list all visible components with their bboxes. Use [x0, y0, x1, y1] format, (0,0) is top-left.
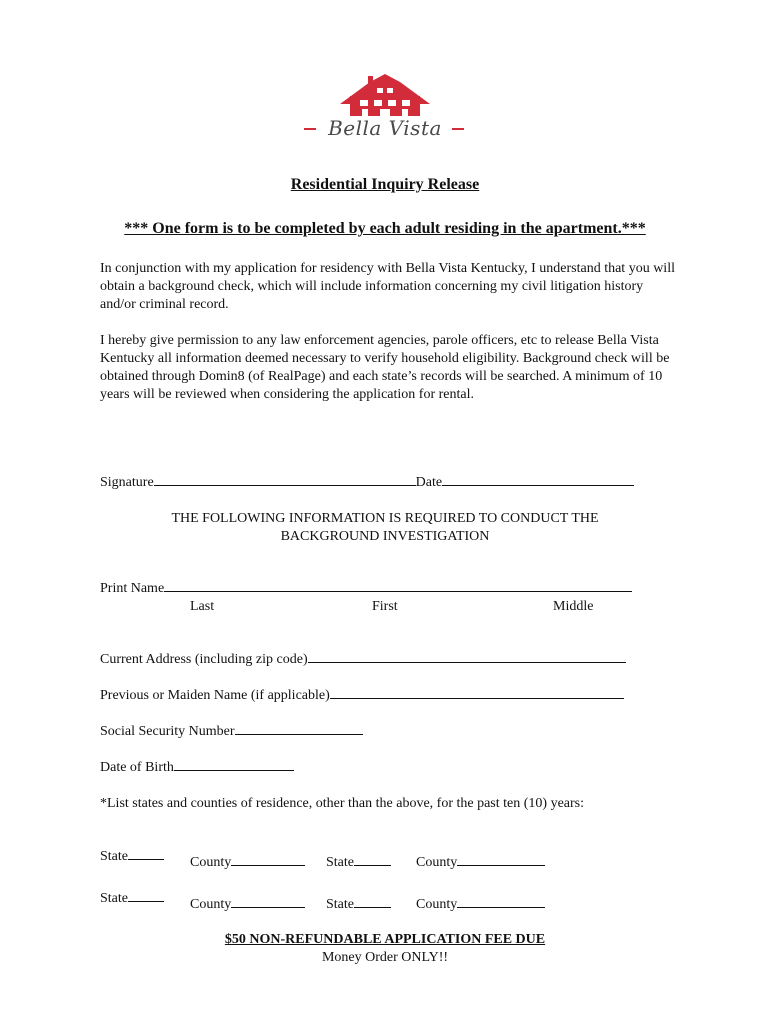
county-field[interactable]: [231, 864, 305, 866]
page-title: Residential Inquiry Release: [290, 176, 480, 193]
notice-heading: *** One form is to be completed by each adult residing in the apartment.***: [124, 220, 646, 237]
current-address-label: Current Address (including zip code): [100, 652, 308, 667]
county-field[interactable]: [457, 906, 545, 908]
logo-dash-right: [452, 128, 464, 130]
print-name-row: [100, 580, 632, 598]
logo-text: Bella Vista: [328, 116, 442, 140]
payment-note: Money Order ONLY!!: [321, 950, 449, 965]
required-heading-line-2: BACKGROUND INVESTIGATION: [280, 529, 490, 544]
name-part-middle: Middle: [553, 599, 594, 614]
residence-row-1-county-2: [416, 854, 545, 872]
name-part-last: Last: [190, 599, 215, 614]
ssn-field[interactable]: [235, 733, 363, 735]
date-field[interactable]: [442, 484, 634, 486]
date-label: Date: [415, 475, 443, 490]
signature-label: Signature: [100, 475, 154, 490]
residence-row-1-state-1: [100, 848, 164, 866]
county-label: County: [190, 855, 232, 870]
residence-row-2-state-1: [100, 890, 164, 908]
previous-name-label: Previous or Maiden Name (if applicable): [100, 688, 330, 703]
state-label: State: [326, 855, 354, 870]
required-heading-line-1: THE FOLLOWING INFORMATION IS REQUIRED TO CONDUCT THE: [171, 511, 599, 526]
dob-label: Date of Birth: [100, 760, 174, 775]
county-label: County: [190, 897, 232, 912]
name-part-first: First: [372, 599, 398, 614]
state-field[interactable]: [128, 858, 164, 860]
residence-row-2-county-2: [416, 896, 545, 914]
state-label: State: [100, 891, 128, 906]
signature-row: [100, 474, 634, 492]
dob-row: [100, 759, 294, 777]
county-field[interactable]: [231, 906, 305, 908]
residence-row-2-state-2: [326, 896, 391, 914]
previous-name-field[interactable]: [330, 697, 624, 699]
county-label: County: [416, 855, 458, 870]
state-field[interactable]: [354, 906, 391, 908]
state-label: State: [100, 849, 128, 864]
residence-instruction: *List states and counties of residence, other than the above, for the past ten (10) years:: [100, 796, 585, 811]
current-address-field[interactable]: [308, 661, 626, 663]
previous-name-row: [100, 687, 624, 705]
paragraph-permission: I hereby give permission to any law enforcement agencies, parole officers, etc to release Bella Vista Kentucky all information deemed necessary to verify household eligibility. Background check will be obtained through Domin8 (of RealPage) and each state’s records will be searched. A minimum of 10 years will be reviewed when considering the application for rental.: [100, 333, 670, 402]
county-label: County: [416, 897, 458, 912]
ssn-row: [100, 723, 363, 741]
required-heading: [0, 510, 770, 546]
ssn-label: Social Security Number: [100, 724, 235, 739]
residence-row-1-county-1: [190, 854, 305, 872]
state-label: State: [326, 897, 354, 912]
residence-row-1-state-2: [326, 854, 391, 872]
residence-row-2-county-1: [190, 896, 305, 914]
state-field[interactable]: [354, 864, 391, 866]
signature-field[interactable]: [154, 484, 416, 486]
current-address-row: [100, 651, 626, 669]
dob-field[interactable]: [174, 769, 294, 771]
county-field[interactable]: [457, 864, 545, 866]
house-logo-icon: [300, 74, 470, 116]
state-field[interactable]: [128, 900, 164, 902]
fee-notice: $50 NON-REFUNDABLE APPLICATION FEE DUE: [224, 932, 546, 947]
print-name-field[interactable]: [164, 590, 632, 592]
print-name-label: Print Name: [100, 581, 165, 596]
paragraph-consent: In conjunction with my application for residency with Bella Vista Kentucky, I understand that you will obtain a background check, which will include information concerning my civil litigation history and/or criminal record.: [100, 261, 675, 312]
